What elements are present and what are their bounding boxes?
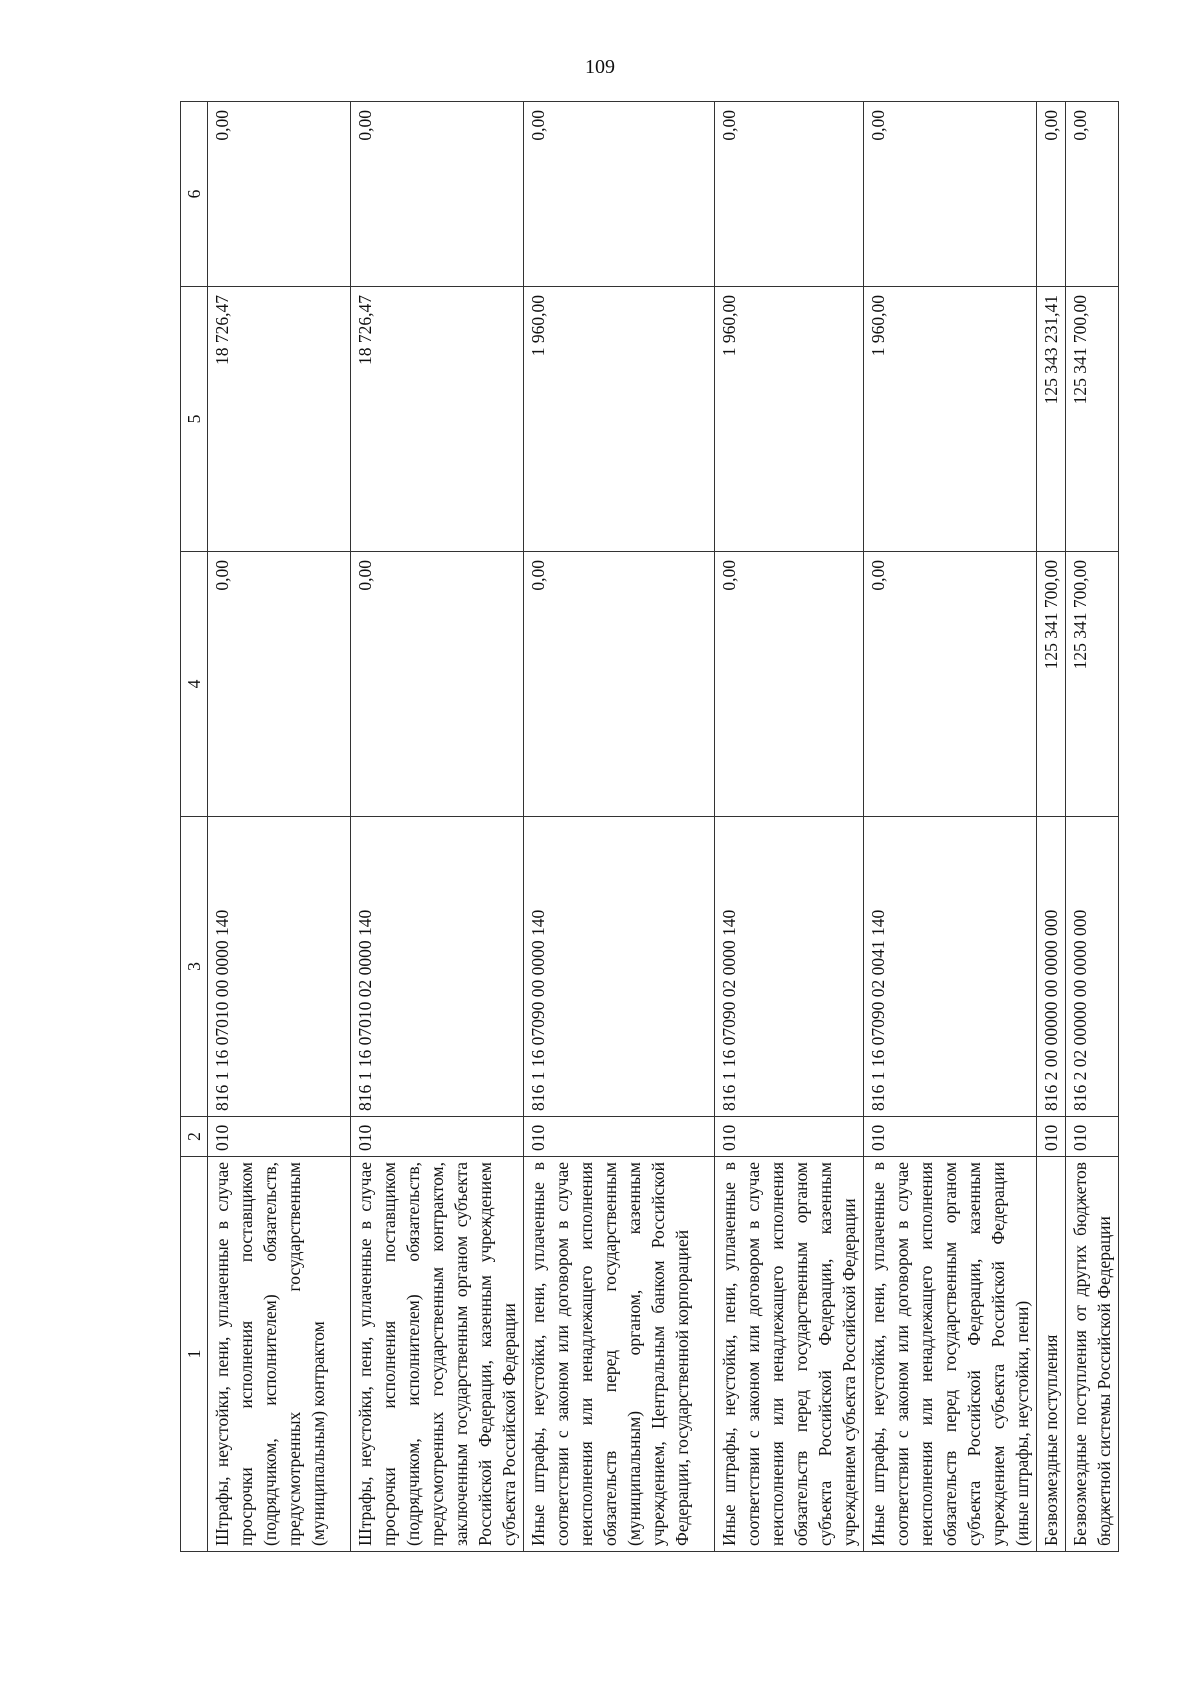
header-col-3: 3 [181, 817, 208, 1117]
row-kbk: 816 1 16 07090 02 0041 140 [864, 817, 1037, 1117]
row-code: 010 [864, 1117, 1037, 1157]
row-col6-value: 0,00 [524, 102, 715, 287]
header-col-2: 2 [181, 1117, 208, 1157]
row-col5-value: 1 960,00 [715, 287, 864, 552]
header-col-5: 5 [181, 287, 208, 552]
row-col6-value: 0,00 [1066, 102, 1119, 287]
table-row [1037, 102, 1066, 1552]
row-code: 010 [524, 1117, 715, 1157]
row-col6-value: 0,00 [715, 102, 864, 287]
row-name: Иные штрафы, неустойки, пени, уплаченные в соответствии с законом или договором в случае неисполнения или ненадлежащего исполнения обязательств перед государственным органом субъекта Российской Федерации, казенным учреждением субъекта Российской Федерации (иные штрафы, неустойки, пени) [864, 1157, 1037, 1552]
row-col5-value: 18 726,47 [208, 287, 351, 552]
row-col4-value: 0,00 [864, 552, 1037, 817]
header-col-1: 1 [181, 1157, 208, 1552]
revenue-table [180, 101, 1119, 1552]
row-name: Безвозмездные поступления от других бюджетов бюджетной системы Российской Федерации [1066, 1157, 1119, 1552]
header-col-4: 4 [181, 552, 208, 817]
row-col5-value: 125 341 700,00 [1066, 287, 1119, 552]
row-col5-value: 18 726,47 [351, 287, 524, 552]
row-name: Безвозмездные поступления [1037, 1157, 1066, 1552]
table-row [1066, 102, 1119, 1552]
row-col6-value: 0,00 [208, 102, 351, 287]
table-row [715, 102, 864, 1552]
row-kbk: 816 1 16 07090 02 0000 140 [715, 817, 864, 1117]
row-col6-value: 0,00 [864, 102, 1037, 287]
row-col6-value: 0,00 [351, 102, 524, 287]
table-row [864, 102, 1037, 1552]
table-header-row [181, 102, 208, 1552]
row-kbk: 816 1 16 07090 00 0000 140 [524, 817, 715, 1117]
row-kbk: 816 2 00 00000 00 0000 000 [1037, 817, 1066, 1117]
row-col4-value: 125 341 700,00 [1066, 552, 1119, 817]
row-col5-value: 1 960,00 [864, 287, 1037, 552]
row-kbk: 816 1 16 07010 02 0000 140 [351, 817, 524, 1117]
table-row [351, 102, 524, 1552]
row-col5-value: 125 343 231,41 [1037, 287, 1066, 552]
row-col4-value: 0,00 [715, 552, 864, 817]
table-row [208, 102, 351, 1552]
row-name: Иные штрафы, неустойки, пени, уплаченные в соответствии с законом или договором в случае неисполнения или ненадлежащего исполнения обязательств перед государственным органом субъекта Российской Федерации, казенным учреждением субъекта Российской Федерации [715, 1157, 864, 1552]
row-col4-value: 0,00 [208, 552, 351, 817]
row-code: 010 [208, 1117, 351, 1157]
row-col4-value: 0,00 [524, 552, 715, 817]
table-row [524, 102, 715, 1552]
rotated-table-frame [180, 102, 1114, 1552]
row-code: 010 [715, 1117, 864, 1157]
row-name: Штрафы, неустойки, пени, уплаченные в случае просрочки исполнения поставщиком (подрядчиком, исполнителем) обязательств, предусмотренных государственным контрактом, заключенным государственным органом субъекта Российской Федерации, казенным учреждением субъекта Российской Федерации [351, 1157, 524, 1552]
page-number: 109 [585, 56, 615, 78]
row-name: Штрафы, неустойки, пени, уплаченные в случае просрочки исполнения поставщиком (подрядчиком, исполнителем) обязательств, предусмотренных государственным (муниципальным) контрактом [208, 1157, 351, 1552]
header-col-6: 6 [181, 102, 208, 287]
row-code: 010 [351, 1117, 524, 1157]
row-kbk: 816 2 02 00000 00 0000 000 [1066, 817, 1119, 1117]
row-col5-value: 1 960,00 [524, 287, 715, 552]
row-name: Иные штрафы, неустойки, пени, уплаченные в соответствии с законом или договором в случае неисполнения или ненадлежащего исполнения обязательств перед государственным (муниципальным) органом, казенным учреждением, Центральным банком Российской Федерации, государственной корпорацией [524, 1157, 715, 1552]
row-kbk: 816 1 16 07010 00 0000 140 [208, 817, 351, 1117]
row-col6-value: 0,00 [1037, 102, 1066, 287]
row-code: 010 [1037, 1117, 1066, 1157]
row-code: 010 [1066, 1117, 1119, 1157]
row-col4-value: 0,00 [351, 552, 524, 817]
row-col4-value: 125 341 700,00 [1037, 552, 1066, 817]
